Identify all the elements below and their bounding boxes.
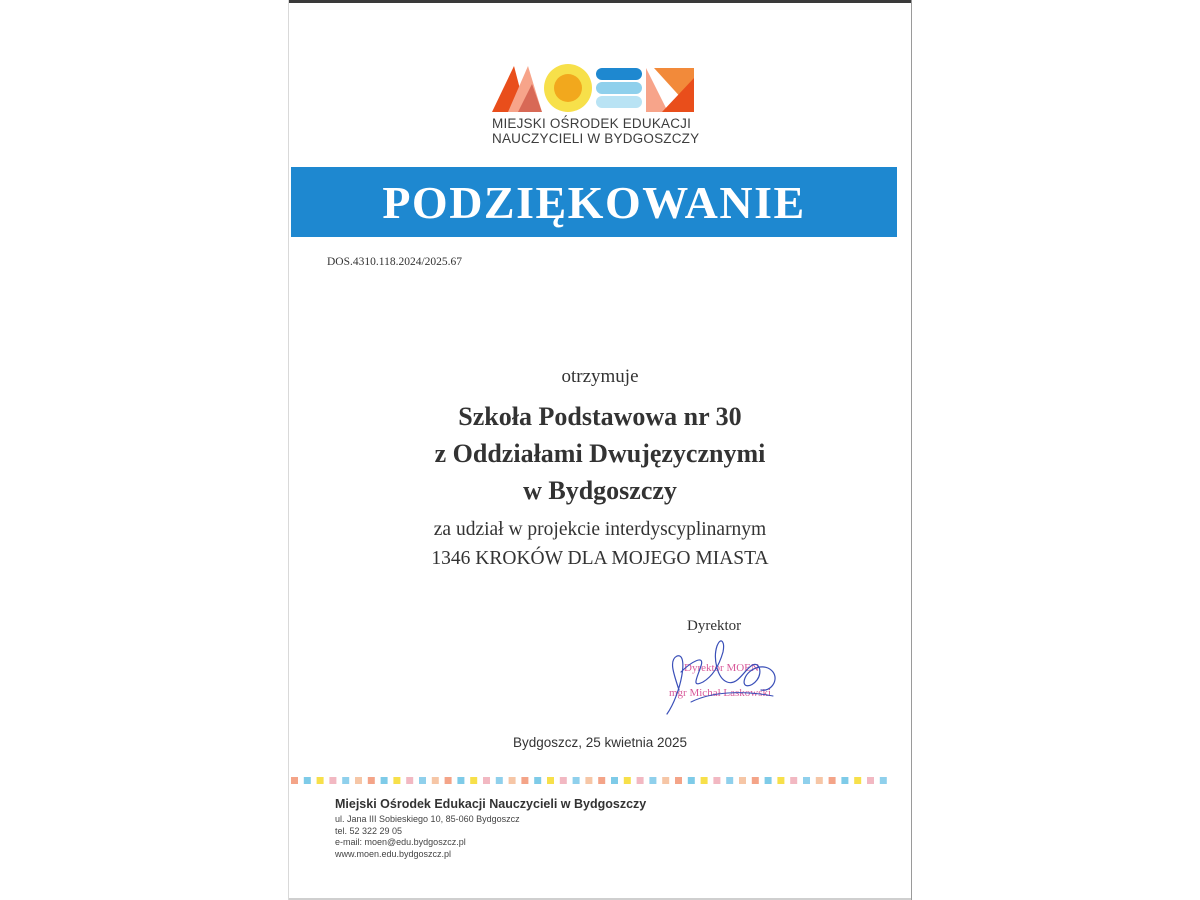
decorative-square — [585, 777, 592, 784]
decorative-square — [534, 777, 541, 784]
reason-line1: za udział w projekcie interdyscyplinarnym — [433, 519, 767, 540]
moen-logo — [492, 62, 697, 114]
decorative-square — [726, 777, 733, 784]
decorative-square — [598, 777, 605, 784]
decorative-square — [675, 777, 682, 784]
decorative-square — [342, 777, 349, 784]
decorative-square — [317, 777, 324, 784]
recipient-line1: Szkoła Podstawowa nr 30 — [458, 402, 742, 431]
scan-top-edge — [289, 0, 911, 3]
moen-logo-graphic — [492, 62, 697, 114]
decorative-square — [867, 777, 874, 784]
decorative-square — [573, 777, 580, 784]
decorative-square — [406, 777, 413, 784]
banner-title: PODZIĘKOWANIE — [382, 176, 806, 228]
decorative-square — [381, 777, 388, 784]
reference-number: DOS.4310.118.2024/2025.67 — [327, 256, 463, 268]
decorative-square — [457, 777, 464, 784]
decorative-square — [355, 777, 362, 784]
decorative-square — [701, 777, 708, 784]
org-name-header — [492, 116, 699, 146]
recipient-name — [289, 398, 911, 509]
decorative-square — [816, 777, 823, 784]
decorative-square — [662, 777, 669, 784]
decorative-squares-strip — [291, 776, 901, 786]
org-name-line1: MIEJSKI OŚRODEK EDUKACJI — [492, 116, 692, 131]
decorative-square — [432, 777, 439, 784]
stamp-line1: Dyrektor MOEN — [684, 662, 759, 674]
decorative-square — [509, 777, 516, 784]
decorative-square — [739, 777, 746, 784]
decorative-square — [752, 777, 759, 784]
decorative-square — [393, 777, 400, 784]
place-and-date: Bydgoszcz, 25 kwietnia 2025 — [512, 735, 688, 750]
decorative-square — [291, 777, 298, 784]
certificate-page — [288, 0, 912, 900]
stamp-line2: mgr Michał Laskowski — [669, 687, 772, 699]
decorative-square — [624, 777, 631, 784]
decorative-square — [688, 777, 695, 784]
footer-address: ul. Jana III Sobieskiego 10, 85-060 Bydgoszcz — [335, 814, 520, 824]
decorative-square — [611, 777, 618, 784]
decorative-square — [829, 777, 836, 784]
org-name-line2: NAUCZYCIELI W BYDGOSZCZY — [492, 131, 700, 146]
decorative-square — [329, 777, 336, 784]
decorative-square — [880, 777, 887, 784]
decorative-square — [790, 777, 797, 784]
decorative-square — [304, 777, 311, 784]
decorative-square — [854, 777, 861, 784]
handwritten-signature — [661, 632, 791, 722]
decorative-square — [803, 777, 810, 784]
decorative-square — [445, 777, 452, 784]
decorative-square — [470, 777, 477, 784]
decorative-square — [560, 777, 567, 784]
reason-line2: 1346 KROKÓW DLA MOJEGO MIASTA — [431, 548, 769, 569]
receives-text: otrzymuje — [561, 366, 639, 387]
recipient-line2: z Oddziałami Dwujęzycznymi — [434, 439, 766, 468]
decorative-square — [521, 777, 528, 784]
decorative-square — [649, 777, 656, 784]
decorative-square — [547, 777, 554, 784]
decorative-square — [419, 777, 426, 784]
decorative-square — [777, 777, 784, 784]
footer-org-name: Miejski Ośrodek Edukacji Nauczycieli w Bydgoszczy — [335, 797, 647, 811]
decorative-square — [765, 777, 772, 784]
decorative-square — [713, 777, 720, 784]
director-role: Dyrektor — [687, 618, 742, 634]
reason-text — [289, 515, 911, 573]
footer-website: www.moen.edu.bydgoszcz.pl — [335, 848, 452, 859]
decorative-square — [496, 777, 503, 784]
title-banner — [291, 167, 897, 237]
decorative-square — [637, 777, 644, 784]
recipient-line3: w Bydgoszczy — [523, 476, 677, 505]
decorative-square — [368, 777, 375, 784]
footer-phone: tel. 52 322 29 05 — [335, 825, 403, 836]
decorative-square — [483, 777, 490, 784]
footer-contact — [335, 814, 520, 860]
decorative-square — [841, 777, 848, 784]
footer-email: e-mail: moen@edu.bydgoszcz.pl — [335, 837, 466, 847]
